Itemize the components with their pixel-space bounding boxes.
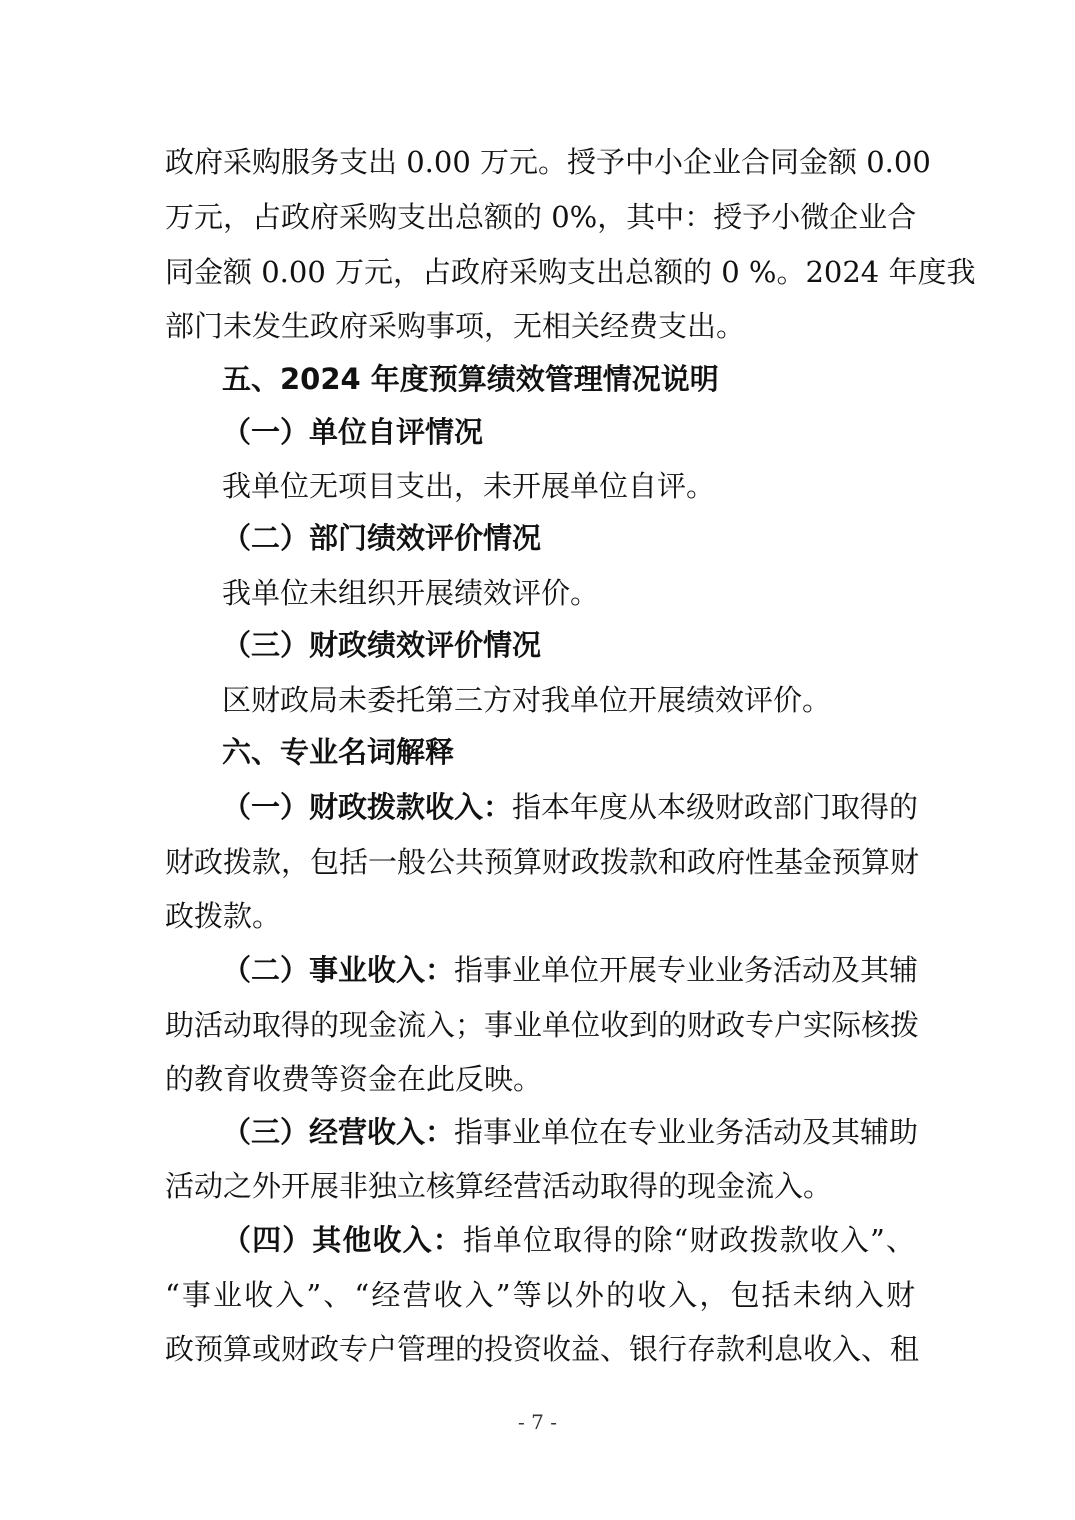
term-label: （一）财政拨款收入： xyxy=(222,790,513,824)
paragraph-line: 政府采购服务支出 0.00 万元。授予中小企业合同金额 0.00 xyxy=(165,145,931,179)
paragraph-line: 我单位未组织开展绩效评价。 xyxy=(222,576,600,610)
paragraph-line: “事业收入”、“经营收入”等以外的收入，包括未纳入财 xyxy=(165,1278,915,1312)
term-text: 指单位取得的除“财政拨款收入”、 xyxy=(462,1223,915,1257)
paragraph-line: 活动之外开展非独立核算经营活动取得的现金流入。 xyxy=(165,1169,833,1203)
paragraph-line: 万元，占政府采购支出总额的 0%，其中：授予小微企业合 xyxy=(165,200,917,234)
term-definition-line xyxy=(222,787,919,827)
paragraph-line: 财政拨款，包括一般公共预算财政拨款和政府性基金预算财 xyxy=(165,845,920,879)
section-heading: 五、2024 年度预算绩效管理情况说明 xyxy=(222,362,719,396)
paragraph-line: 同金额 0.00 万元，占政府采购支出总额的 0 %。2024 年度我 xyxy=(165,255,976,289)
term-definition-line xyxy=(222,1220,915,1260)
term-label: （四）其他收入： xyxy=(222,1223,463,1257)
paragraph-line: 政拨款。 xyxy=(165,899,282,933)
page-number: - 7 - xyxy=(518,1410,557,1434)
paragraph-line: 区财政局未委托第三方对我单位开展绩效评价。 xyxy=(222,683,832,717)
subsection-heading: （一）单位自评情况 xyxy=(222,415,484,449)
paragraph-line: 我单位无项目支出，未开展单位自评。 xyxy=(222,469,716,503)
term-label: （二）事业收入： xyxy=(222,953,455,987)
term-text: 指事业单位在专业业务活动及其辅助 xyxy=(454,1115,919,1149)
term-text: 指事业单位开展专业业务活动及其辅 xyxy=(454,953,919,987)
term-label: （三）经营收入： xyxy=(222,1115,455,1149)
subsection-heading: （二）部门绩效评价情况 xyxy=(222,521,542,555)
subsection-heading: （三）财政绩效评价情况 xyxy=(222,628,542,662)
paragraph-line: 部门未发生政府采购事项，无相关经费支出。 xyxy=(165,309,746,343)
section-heading: 六、专业名词解释 xyxy=(222,735,455,769)
term-definition-line xyxy=(222,1112,919,1152)
paragraph-line: 助活动取得的现金流入；事业单位收到的财政专户实际核拨 xyxy=(165,1008,920,1042)
paragraph-line: 政预算或财政专户管理的投资收益、银行存款利息收入、租 xyxy=(165,1332,920,1366)
term-definition-line xyxy=(222,950,919,990)
paragraph-line: 的教育收费等资金在此反映。 xyxy=(165,1062,543,1096)
term-text: 指本年度从本级财政部门取得的 xyxy=(512,790,919,824)
